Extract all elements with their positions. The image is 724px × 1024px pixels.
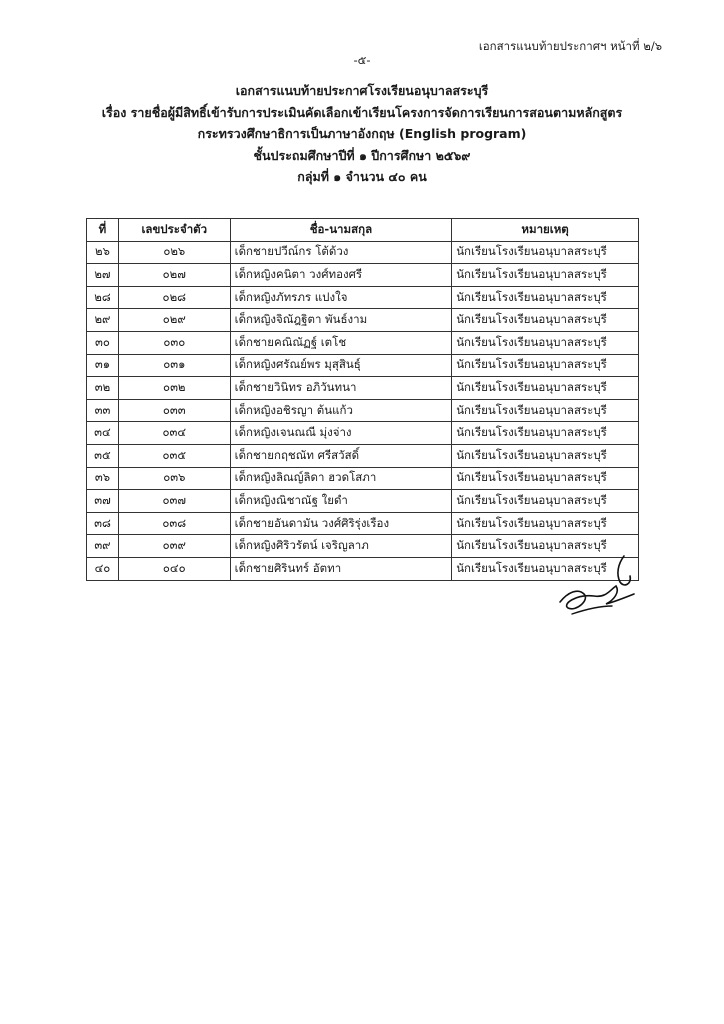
- cell-no: ๓๘: [87, 512, 119, 535]
- cell-student-name: เด็กหญิงศิริวรัตน์ เจริญลาภ: [230, 535, 452, 558]
- cell-student-id: ๐๓๒: [118, 377, 230, 400]
- title-line-2: เรื่อง รายชื่อผู้มีสิทธิ์เข้ารับการประเมินคัดเลือกเข้าเรียนโครงการจัดการเรียนการสอนตามหลักสูตร: [101, 104, 623, 120]
- document-reference: เอกสารแนบท้ายประกาศฯ หน้าที่ ๒/๖: [478, 39, 662, 53]
- cell-no: ๓๒: [87, 377, 119, 400]
- cell-no: ๒๘: [87, 286, 119, 309]
- cell-student-id: ๐๒๖: [118, 241, 230, 264]
- cell-student-name: เด็กชายคณิณัฏฐ์ เตโช: [230, 331, 452, 354]
- cell-note: นักเรียนโรงเรียนอนุบาลสระบุรี: [452, 354, 639, 377]
- cell-note: นักเรียนโรงเรียนอนุบาลสระบุรี: [452, 264, 639, 287]
- table-row: [87, 331, 639, 354]
- cell-student-name: เด็กหญิงศรัณย์พร มุสุสินธุ์: [230, 354, 452, 377]
- page-number: -๕-: [353, 53, 371, 67]
- cell-no: ๒๖: [87, 241, 119, 264]
- cell-student-name: เด็กชายปวีณ์กร โต้ด้วง: [230, 241, 452, 264]
- cell-student-id: ๐๒๗: [118, 264, 230, 287]
- cell-student-name: เด็กหญิงจิณัฎฐิตา พันธ์งาม: [230, 309, 452, 332]
- cell-no: ๓๐: [87, 331, 119, 354]
- cell-student-id: ๐๓๖: [118, 467, 230, 490]
- cell-note: นักเรียนโรงเรียนอนุบาลสระบุรี: [452, 535, 639, 558]
- cell-student-id: ๐๓๘: [118, 512, 230, 535]
- cell-no: ๓๑: [87, 354, 119, 377]
- header-name: ชื่อ-นามสกุล: [230, 219, 452, 242]
- cell-no: ๓๗: [87, 490, 119, 513]
- cell-student-name: เด็กหญิงเจนณณี มุ่งจ่าง: [230, 422, 452, 445]
- table-row: [87, 422, 639, 445]
- cell-student-name: เด็กหญิงลิณญ์ลิดา ฮวดโสภา: [230, 467, 452, 490]
- table-row: [87, 467, 639, 490]
- cell-note: นักเรียนโรงเรียนอนุบาลสระบุรี: [452, 490, 639, 513]
- cell-student-id: ๐๒๘: [118, 286, 230, 309]
- cell-student-name: เด็กหญิงอชิรญา ต้นแก้ว: [230, 399, 452, 422]
- cell-student-name: เด็กชายศิรินทร์ อัตทา: [230, 557, 452, 580]
- cell-student-name: เด็กหญิงคนิตา วงศ์ทองศรี: [230, 264, 452, 287]
- cell-note: นักเรียนโรงเรียนอนุบาลสระบุรี: [452, 444, 639, 467]
- cell-note: นักเรียนโรงเรียนอนุบาลสระบุรี: [452, 422, 639, 445]
- title-line-4: ชั้นประถมศึกษาปีที่ ๑ ปีการศึกษา ๒๕๖๙: [253, 147, 471, 163]
- cell-no: ๓๖: [87, 467, 119, 490]
- table-row: [87, 399, 639, 422]
- cell-note: นักเรียนโรงเรียนอนุบาลสระบุรี: [452, 467, 639, 490]
- table-header-row: [87, 219, 639, 242]
- cell-note: นักเรียนโรงเรียนอนุบาลสระบุรี: [452, 286, 639, 309]
- table-row: [87, 354, 639, 377]
- cell-student-id: ๐๓๗: [118, 490, 230, 513]
- cell-note: นักเรียนโรงเรียนอนุบาลสระบุรี: [452, 377, 639, 400]
- student-roster-table: [86, 218, 639, 581]
- cell-student-id: ๐๓๓: [118, 399, 230, 422]
- cell-note: นักเรียนโรงเรียนอนุบาลสระบุรี: [452, 512, 639, 535]
- cell-note: นักเรียนโรงเรียนอนุบาลสระบุรี: [452, 557, 639, 580]
- cell-no: ๓๔: [87, 422, 119, 445]
- cell-no: ๔๐: [87, 557, 119, 580]
- table-row: [87, 490, 639, 513]
- title-line-1: เอกสารแนบท้ายประกาศโรงเรียนอนุบาลสระบุรี: [235, 83, 489, 98]
- signature-mark: [554, 552, 644, 622]
- table-row: [87, 377, 639, 400]
- cell-student-name: เด็กหญิงณิชาณัฐ ใยดำ: [230, 490, 452, 513]
- cell-student-id: ๐๓๑: [118, 354, 230, 377]
- cell-no: ๒๙: [87, 309, 119, 332]
- title-block: [0, 80, 724, 188]
- table-row: [87, 286, 639, 309]
- header-id: เลขประจำตัว: [118, 219, 230, 242]
- table-row: [87, 444, 639, 467]
- cell-note: นักเรียนโรงเรียนอนุบาลสระบุรี: [452, 241, 639, 264]
- table-row: [87, 264, 639, 287]
- title-line-3: กระทรวงศึกษาธิการเป็นภาษาอังกฤษ (English program): [197, 126, 527, 141]
- cell-student-name: เด็กชายอันดามัน วงศ์ศิริรุ่งเรือง: [230, 512, 452, 535]
- cell-no: ๓๙: [87, 535, 119, 558]
- title-line-5: กลุ่มที่ ๑ จำนวน ๔๐ คน: [297, 169, 427, 184]
- cell-note: นักเรียนโรงเรียนอนุบาลสระบุรี: [452, 309, 639, 332]
- cell-note: นักเรียนโรงเรียนอนุบาลสระบุรี: [452, 331, 639, 354]
- cell-student-id: ๐๓๔: [118, 422, 230, 445]
- header-no: ที่: [87, 219, 119, 242]
- cell-no: ๒๗: [87, 264, 119, 287]
- cell-student-id: ๐๓๕: [118, 444, 230, 467]
- table-row: [87, 512, 639, 535]
- cell-student-name: เด็กชายวินิทร อภิวันทนา: [230, 377, 452, 400]
- cell-no: ๓๕: [87, 444, 119, 467]
- cell-student-name: เด็กชายกฤชณัท ศรีสวัสดิ์: [230, 444, 452, 467]
- table-row: [87, 309, 639, 332]
- cell-no: ๓๓: [87, 399, 119, 422]
- table-row: [87, 241, 639, 264]
- cell-student-id: ๐๒๙: [118, 309, 230, 332]
- header-note: หมายเหตุ: [452, 219, 639, 242]
- cell-student-name: เด็กหญิงภัทรภร แปงใจ: [230, 286, 452, 309]
- table-body: [87, 241, 639, 580]
- cell-student-id: ๐๓๙: [118, 535, 230, 558]
- cell-student-id: ๐๔๐: [118, 557, 230, 580]
- cell-student-id: ๐๓๐: [118, 331, 230, 354]
- cell-note: นักเรียนโรงเรียนอนุบาลสระบุรี: [452, 399, 639, 422]
